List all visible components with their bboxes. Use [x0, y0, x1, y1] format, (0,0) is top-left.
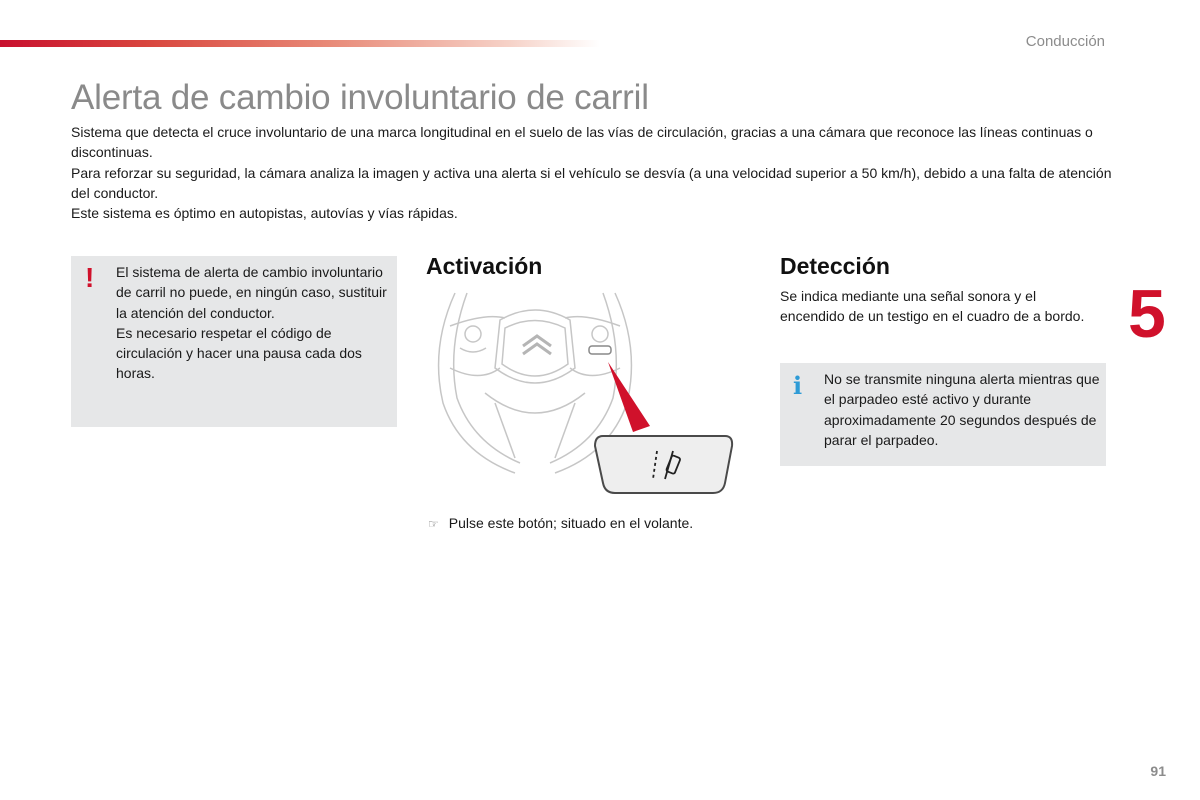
brand-chevron-logo [523, 336, 551, 354]
chapter-number: 5 [1128, 276, 1166, 352]
warning-text [116, 262, 391, 384]
intro-text [71, 122, 1116, 223]
warning-paragraph: El sistema de alerta de cambio involuntario de carril no puede, en ningún caso, sustituir la atención del conductor. [116, 264, 387, 321]
lane-button-on-wheel [589, 346, 611, 354]
info-box [780, 363, 1106, 466]
page-number: 91 [1150, 763, 1166, 779]
intro-paragraph: Sistema que detecta el cruce involuntario de una marca longitudinal en el suelo de las vías de circulación, gracias a una cámara que reconoce las líneas continuas o discontinuas. [71, 124, 1093, 161]
activation-instruction-text: Pulse este botón; situado en el volante. [448, 515, 694, 531]
info-text: No se transmite ninguna alerta mientras que el parpadeo esté activo y durante aproximadamente 20 segundos después de parar el parpadeo. [824, 371, 1100, 448]
lane-departure-button-closeup [595, 436, 732, 493]
activation-instruction [428, 513, 693, 534]
warning-exclamation-icon: ! [85, 262, 95, 293]
info-icon: i [793, 371, 803, 400]
warning-box [71, 256, 397, 427]
page-title: Alerta de cambio involuntario de carril [71, 78, 649, 117]
wheel-rim-left [439, 293, 515, 473]
activation-heading: Activación [426, 253, 543, 279]
warning-paragraph: Es necesario respetar el código de circulación y hacer una pausa cada dos horas. [116, 324, 362, 382]
pointing-hand-icon: ☞ [428, 517, 439, 531]
detection-heading: Detección [780, 253, 890, 279]
steering-wheel-illustration [425, 288, 745, 503]
intro-paragraph: Este sistema es óptimo en autopistas, autovías y vías rápidas. [71, 205, 458, 222]
detection-text: Se indica mediante una señal sonora y el encendido de un testigo en el cuadro de a bordo. [780, 288, 1085, 325]
right-control-button [592, 326, 608, 342]
section-title: Conducción [1025, 33, 1105, 50]
intro-paragraph: Para reforzar su seguridad, la cámara analiza la imagen y activa una alerta si el vehículo se desvía (a una velocidad superior a 50 km/h), debido a una falta de atención del conductor. [71, 164, 1112, 201]
header-accent-bar [0, 40, 600, 47]
red-pointer-arrow [608, 362, 650, 432]
left-control-button [465, 326, 481, 342]
